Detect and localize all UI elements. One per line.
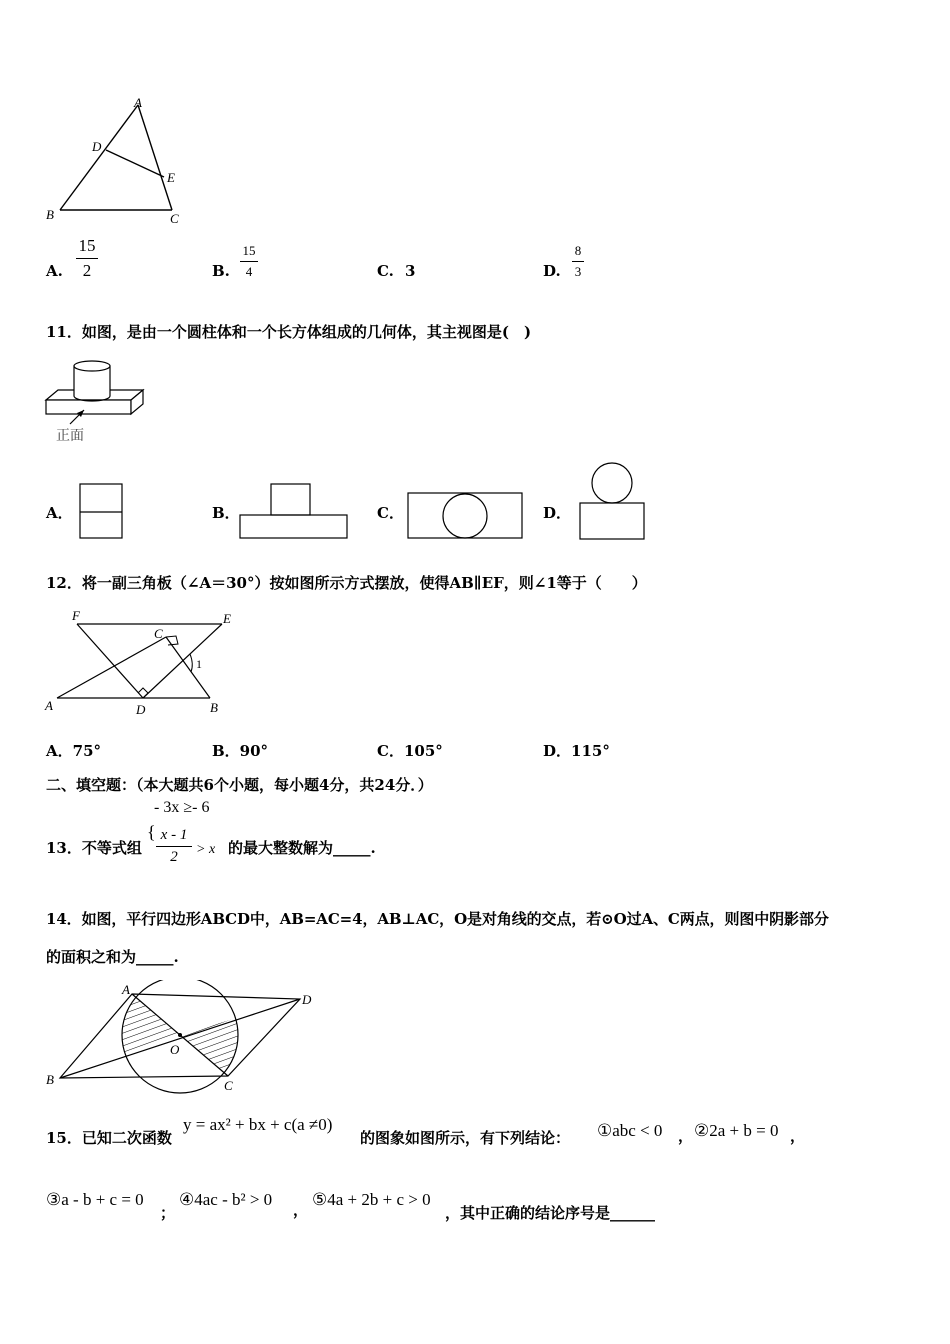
label-a: A xyxy=(45,698,53,713)
q10-option-c-letter: C. xyxy=(377,262,394,280)
q11-option-c-figure xyxy=(406,491,524,540)
label-b: B xyxy=(46,1072,54,1087)
front-label: 正面 xyxy=(56,428,84,444)
q11-option-d-figure xyxy=(578,461,646,541)
section2-heading: 二、填空题：（本大题共6个小题，每小题4分，共24分．） xyxy=(46,776,433,794)
q10-option-d-letter: D. xyxy=(543,262,561,280)
label-angle-1: 1 xyxy=(196,657,202,671)
q10-option-b-letter: B. xyxy=(212,262,230,280)
q10-triangle-figure xyxy=(40,95,190,230)
q13-ineq2-fraction: x - 1 2 xyxy=(156,827,192,866)
label-d: D xyxy=(302,992,312,1007)
q15-conclusion-2: ②2a + b = 0 xyxy=(694,1121,779,1140)
q15-conclusion-4: ④4ac - b² > 0 xyxy=(179,1190,273,1209)
q10-option-a-letter: A. xyxy=(46,262,63,280)
q12-option-d: D．115° xyxy=(543,742,610,760)
q12-option-a: A．75° xyxy=(46,742,102,760)
label-d: D xyxy=(136,702,146,717)
q14-line1: 14．如图，平行四边形ABCD中，AB=AC=4，AB⊥AC，O是对角线的交点，若⊙O过A、C两点，则图中阴影部分 xyxy=(46,910,829,928)
q14-line2: 的面积之和为_____. xyxy=(46,948,179,966)
q14-parallelogram-figure xyxy=(40,980,320,1095)
label-o: O xyxy=(170,1042,180,1057)
label-d: D xyxy=(92,139,102,154)
label-e: E xyxy=(223,611,231,626)
q11-option-c-letter: C． xyxy=(377,504,404,522)
q12-option-b: B．90° xyxy=(212,742,269,760)
label-e: E xyxy=(167,170,175,185)
q15-prefix: 15．已知二次函数 xyxy=(46,1129,172,1147)
q15-mid: 的图象如图所示，有下列结论： xyxy=(360,1129,571,1147)
q13-brace: { xyxy=(147,822,156,842)
q11-solid-figure xyxy=(40,352,150,447)
q11-option-a-figure xyxy=(78,482,124,540)
label-a: A xyxy=(122,982,130,997)
q15-conclusion-1: ①abc < 0 xyxy=(597,1121,663,1140)
q13-ineq1: - 3x ≥- 6 xyxy=(154,799,210,816)
q11-option-b-figure xyxy=(238,482,350,540)
q12-stem: 12．将一副三角板（∠A＝30°）按如图所示方式摆放，使得AB∥EF，则∠1等于（ ） xyxy=(46,574,647,592)
label-c: C xyxy=(224,1078,233,1093)
q15-sep-2: ， xyxy=(790,1127,806,1145)
q13-suffix: 的最大整数解为_____. xyxy=(228,839,376,857)
label-c: C xyxy=(170,211,179,226)
q12-option-c: C．105° xyxy=(377,742,443,760)
q11-option-d-letter: D． xyxy=(543,504,572,522)
q15-suffix: ，其中正确的结论序号是______ xyxy=(445,1204,656,1222)
q12-triangle-figure xyxy=(40,606,240,721)
q15-conclusion-3: ③a - b + c = 0 xyxy=(46,1190,144,1209)
label-b: B xyxy=(46,207,54,222)
q10-option-d-fraction: 8 3 xyxy=(572,243,584,280)
q10-option-a-fraction: 15 2 xyxy=(76,236,98,281)
q11-stem: 11．如图，是由一个圆柱体和一个长方体组成的几何体，其主视图是( ) xyxy=(46,323,532,341)
q11-option-b-letter: B． xyxy=(212,504,240,522)
q15-sep-1: ， xyxy=(678,1127,694,1145)
label-c: C xyxy=(154,626,163,641)
label-b: B xyxy=(210,700,218,715)
q10-option-c-value: 3 xyxy=(405,262,416,280)
q13-prefix: 13．不等式组 xyxy=(46,839,142,857)
q15-sep-4: ， xyxy=(293,1201,309,1219)
q10-option-b-fraction: 15 4 xyxy=(240,243,258,280)
q15-sep-3: ； xyxy=(160,1204,176,1222)
label-f: F xyxy=(72,608,80,623)
q13-ineq2-rhs: > x xyxy=(196,842,216,857)
label-a: A xyxy=(134,95,142,110)
q15-function: y = ax² + bx + c(a ≠0) xyxy=(183,1115,333,1134)
q15-conclusion-5: ⑤4a + 2b + c > 0 xyxy=(312,1190,431,1209)
q11-option-a-letter: A． xyxy=(46,504,73,522)
